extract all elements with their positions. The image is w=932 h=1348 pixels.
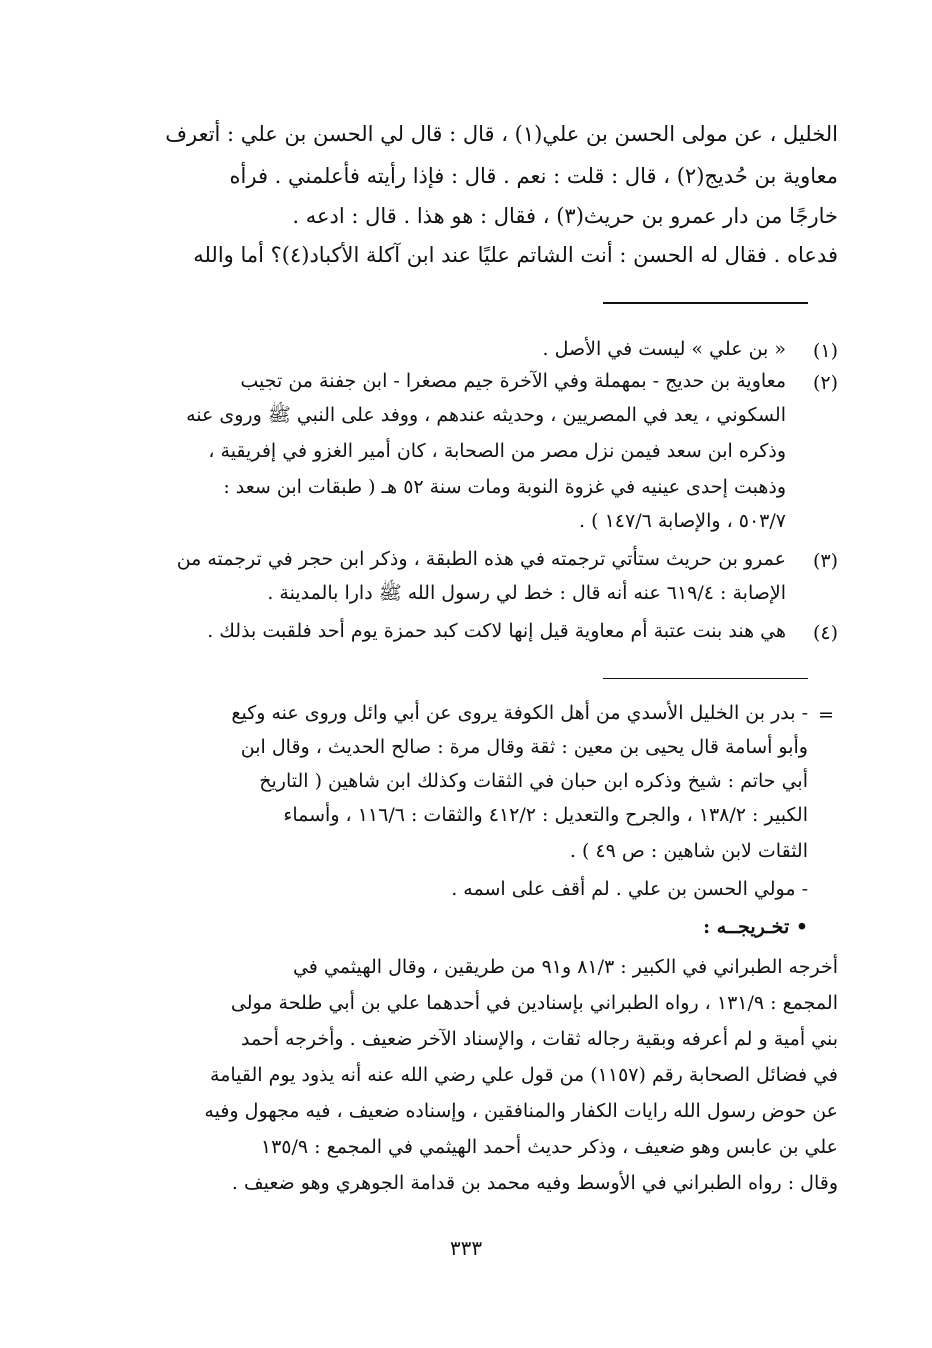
main-line: الخليل ، عن مولى الحسن بن علي(١) ، قال : قال لي الحسن بن علي : أتعرف (165, 122, 838, 146)
takhrij-line: عن حوض رسول الله رايات الكفار والمنافقين ، وإسناده ضعيف ، فيه مجهول وفيه (204, 1100, 838, 1122)
takhrij-line: بني أمية و لم أعرفه وبقية رجاله ثقات ، والإسناد الآخر ضعيف . وأخرجه أحمد (240, 1028, 838, 1050)
main-line: معاوية بن حُديج(٢) ، قال : قلت : نعم . قال : فإذا رأيته فأعلمني . فرأه (229, 164, 838, 188)
footnote-line: معاوية بن حديج - بمهملة وفي الآخرة جيم مصغرا - ابن جفنة من تجيب (240, 370, 786, 392)
footnote-number: (٤) (812, 622, 838, 644)
footnote-number: (١) (812, 340, 838, 362)
takhrij-line: وقال : رواه الطبراني في الأوسط وفيه محمد بن قدامة الجوهري وهو ضعيف . (231, 1172, 838, 1194)
takhrij-line: في فضائل الصحابة رقم (١١٥٧) من قول علي رضي الله عنه أنه يذود يوم القيامة (210, 1064, 838, 1086)
footnote-line: وذكره ابن سعد فيمن نزل مصر من الصحابة ، كان أمير الغزو في إفريقية ، (208, 440, 786, 462)
footnote-line: ٥٠٣/٧ ، والإصابة ١٤٧/٦ ) . (579, 510, 786, 532)
footnote-line: وذهبت إحدى عينيه في غزوة النوبة ومات سنة ٥٢ هـ ( طبقات ابن سعد : (223, 476, 786, 498)
section-separator (603, 678, 808, 679)
footnote-line: الإصابة : ٦١٩/٤ عنه أنه قال : خط لي رسول الله ﷺ دارا بالمدينة . (267, 582, 786, 604)
footnote-line: هي هند بنت عتبة أم معاوية قيل إنها لاكت كبد حمزة يوم أحد فلقبت بذلك . (207, 620, 786, 642)
footnote-line: « بن علي » ليست في الأصل . (542, 338, 786, 360)
footnote-line: عمرو بن حريث ستأتي ترجمته في هذه الطبقة ، وذكر ابن حجر في ترجمته من (176, 548, 786, 570)
footnote-separator (603, 302, 808, 304)
continuation-line: الكبير : ١٣٨/٢ ، والجرح والتعديل : ٤١٢/٢ والثقات : ١١٦/٦ ، وأسماء (283, 804, 808, 826)
footnote-number: (٢) (812, 372, 838, 394)
takhrij-line: علي بن عابس وهو ضعيف ، وذكر حديث أحمد الهيثمي في المجمع : ١٣٥/٩ (260, 1136, 838, 1158)
footnote-number: (٣) (812, 550, 838, 572)
footnote-line: السكوني ، يعد في المصريين ، وحديثه عندهم ، ووفد على النبي ﷺ وروى عنه (186, 404, 786, 426)
takhrij-line: المجمع : ١٣١/٩ ، رواه الطبراني بإسنادين في أحدهما علي بن أبي طلحة مولى (230, 992, 838, 1014)
page-number: ٣٣٣ (449, 1236, 483, 1260)
takhrij-heading: • تخـريجــه : (703, 916, 808, 938)
continuation-line: الثقات لابن شاهين : ص ٤٩ ) . (569, 840, 808, 862)
main-line: فدعاه . فقال له الحسن : أنت الشاتم عليًا عند ابن آكلة الأكباد(٤)؟ أما والله (193, 243, 838, 267)
continuation-line: أبي حاتم : شيخ وذكره ابن حبان في الثقات وكذلك ابن شاهين ( التاريخ (259, 770, 808, 792)
continuation-line: - بدر بن الخليل الأسدي من أهل الكوفة يروى عن أبي وائل وروى عنه وكيع (231, 702, 808, 724)
continuation-marker: = (818, 704, 834, 726)
takhrij-line: أخرجه الطبراني في الكبير : ٨١/٣ و٩١ من طريقين ، وقال الهيثمي في (292, 956, 838, 978)
main-line: خارجًا من دار عمرو بن حريث(٣) ، فقال : هو هذا . قال : ادعه . (292, 204, 838, 228)
continuation-line: وأبو أسامة قال يحيى بن معين : ثقة وقال مرة : صالح الحديث ، وقال ابن (240, 736, 808, 758)
continuation-line: - مولي الحسن بن علي . لم أقف على اسمه . (451, 878, 808, 900)
